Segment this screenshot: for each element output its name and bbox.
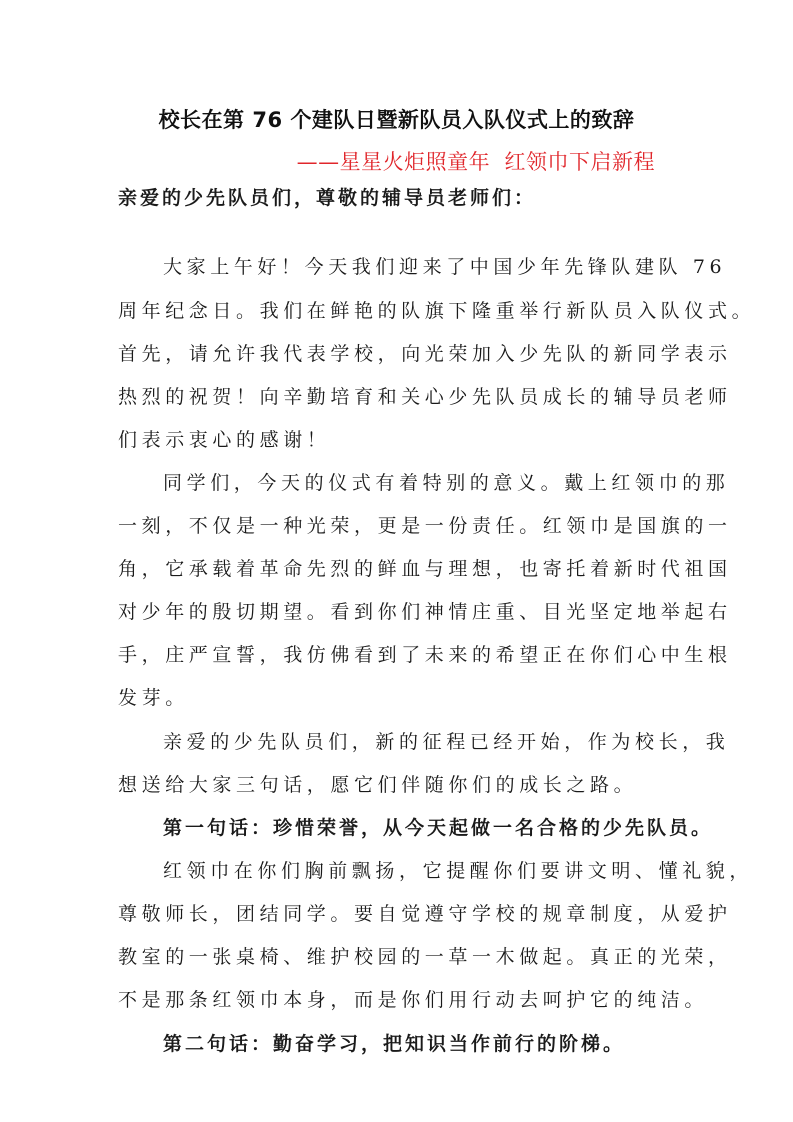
paragraph-line: 尊敬师长，团结同学。要自觉遵守学校的规章制度，从爱护 bbox=[118, 903, 732, 925]
paragraph-line: 大家上午好！今天我们迎来了中国少年先锋队建队 76 bbox=[163, 256, 727, 278]
paragraph-line: 一刻，不仅是一种光荣，更是一份责任。红领巾是国旗的一 bbox=[118, 515, 732, 537]
salutation: 亲爱的少先队员们，尊敬的辅导员老师们： bbox=[118, 187, 537, 209]
paragraph-line: 亲爱的少先队员们，新的征程已经开始，作为校长，我 bbox=[163, 731, 730, 753]
paragraph-line: 红领巾在你们胸前飘扬，它提醒你们要讲文明、懂礼貌， bbox=[163, 860, 754, 882]
paragraph-line: 同学们，今天的仪式有着特别的意义。戴上红领巾的那 bbox=[163, 472, 730, 494]
paragraph-line: 首先，请允许我代表学校，向光荣加入少先队的新同学表示 bbox=[118, 343, 732, 365]
section-heading-2: 第二句话：勤奋学习，把知识当作前行的阶梯。 bbox=[163, 1033, 626, 1055]
paragraph-line: 热烈的祝贺！向辛勤培育和关心少先队员成长的辅导员老师 bbox=[118, 386, 732, 408]
section-heading-1: 第一句话：珍惜荣誉，从今天起做一名合格的少先队员。 bbox=[163, 817, 714, 839]
document-title: 校长在第 76 个建队日暨新队员入队仪式上的致辞 bbox=[158, 108, 635, 132]
paragraph-line: 对少年的殷切期望。看到你们神情庄重、目光坚定地举起右 bbox=[118, 601, 732, 623]
paragraph-line: 角，它承载着革命先烈的鲜血与理想，也寄托着新时代祖国 bbox=[118, 558, 732, 580]
document-subtitle: ——星星火炬照童年 红领巾下启新程 bbox=[296, 150, 655, 174]
paragraph-line: 不是那条红领巾本身，而是你们用行动去呵护它的纯洁。 bbox=[118, 989, 709, 1011]
paragraph-line: 们表示衷心的感谢！ bbox=[118, 429, 331, 451]
paragraph-line: 发芽。 bbox=[118, 687, 189, 709]
paragraph-line: 手，庄严宣誓，我仿佛看到了未来的希望正在你们心中生根 bbox=[118, 644, 732, 666]
paragraph-line: 想送给大家三句话，愿它们伴随你们的成长之路。 bbox=[118, 774, 638, 796]
paragraph-line: 教室的一张桌椅、维护校园的一草一木做起。真正的光荣， bbox=[118, 946, 732, 968]
paragraph-line: 周年纪念日。我们在鲜艳的队旗下隆重举行新队员入队仪式。 bbox=[118, 300, 756, 322]
